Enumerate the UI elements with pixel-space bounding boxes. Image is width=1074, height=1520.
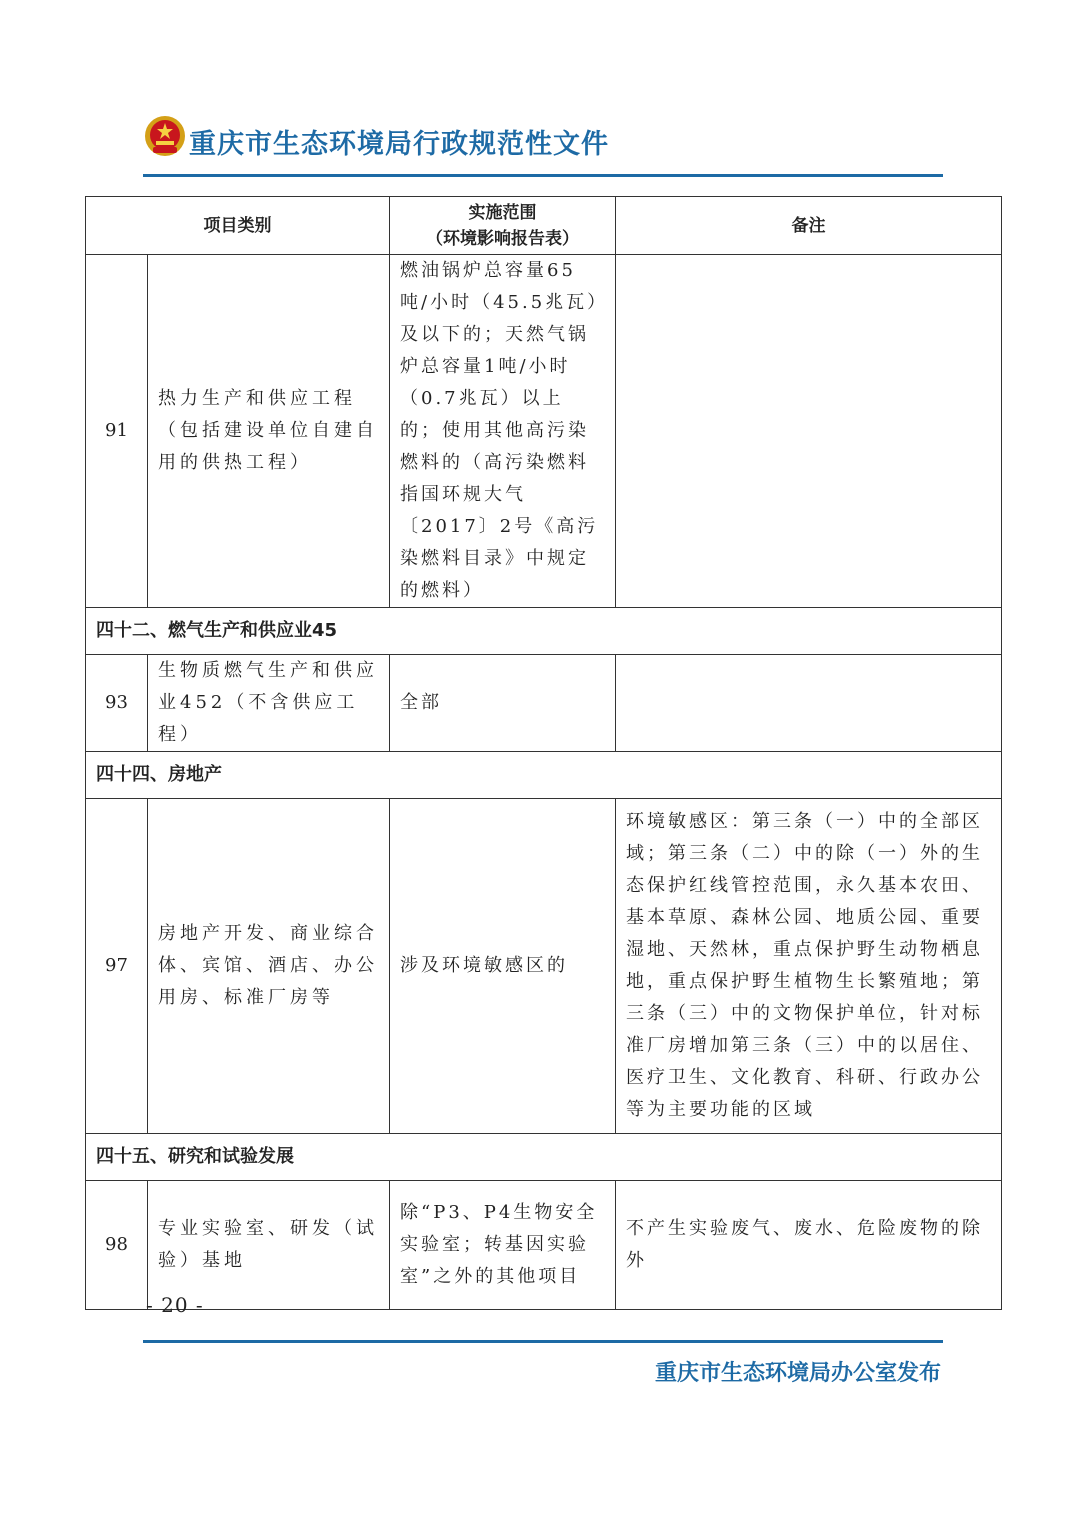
table-row — [86, 655, 1002, 752]
section-row — [86, 1134, 1002, 1181]
row-number: 98 — [86, 1181, 148, 1310]
national-emblem-icon — [143, 114, 187, 158]
header-title: 重庆市生态环境局行政规范性文件 — [189, 129, 609, 160]
row-scope: 涉及环境敏感区的 — [390, 799, 616, 1134]
section-row — [86, 752, 1002, 799]
footer-rule — [143, 1340, 943, 1343]
header-scope-line2: （环境影响报告表） — [426, 228, 579, 249]
section-title: 四十五、研究和试验发展 — [86, 1134, 1002, 1181]
header-scope-line1: 实施范围 — [468, 202, 537, 223]
header-rule — [143, 174, 943, 177]
table-row — [86, 255, 1002, 608]
row-category: 生物质燃气生产和供应业452（不含供应工程） — [148, 655, 390, 752]
row-scope: 除“P3、P4生物安全实验室；转基因实验室”之外的其他项目 — [390, 1181, 616, 1310]
table-row — [86, 799, 1002, 1134]
row-scope: 燃油锅炉总容量65吨/小时（45.5兆瓦）及以下的；天然气锅炉总容量1吨/小时（0.7兆瓦）以上的；使用其他高污染燃料的（高污染燃料指国环规大气〔2017〕2号《高污染燃料目录》中规定的燃料） — [390, 255, 616, 608]
row-scope: 全部 — [390, 655, 616, 752]
row-category: 热力生产和供应工程（包括建设单位自建自用的供热工程） — [148, 255, 390, 608]
header-note: 备注 — [616, 197, 1002, 255]
row-number: 93 — [86, 655, 148, 752]
header-scope — [390, 197, 616, 255]
row-category: 专业实验室、研发（试验）基地 — [148, 1181, 390, 1310]
page-number: - 20 - — [146, 1293, 204, 1317]
row-note — [616, 255, 1002, 608]
table-row — [86, 1181, 1002, 1310]
footer-publisher: 重庆市生态环境局办公室发布 — [654, 1361, 941, 1386]
row-note — [616, 655, 1002, 752]
section-title: 四十二、燃气生产和供应业45 — [86, 608, 1002, 655]
header-category: 项目类别 — [86, 197, 390, 255]
row-number: 97 — [86, 799, 148, 1134]
row-note: 不产生实验废气、废水、危险废物的除外 — [616, 1181, 1002, 1310]
row-category: 房地产开发、商业综合体、宾馆、酒店、办公用房、标准厂房等 — [148, 799, 390, 1134]
row-number: 91 — [86, 255, 148, 608]
table-header-row — [86, 197, 1002, 255]
row-note: 环境敏感区：第三条（一）中的全部区域；第三条（二）中的除（一）外的生态保护红线管控范围，永久基本农田、基本草原、森林公园、地质公园、重要湿地、天然林，重点保护野生动物栖息地，重点保护野生植物生长繁殖地；第三条（三）中的文物保护单位，针对标准厂房增加第三条（三）中的以居住、医疗卫生、文化教育、科研、行政办公等为主要功能的区域 — [616, 799, 1002, 1134]
document-header — [143, 108, 943, 178]
section-row — [86, 608, 1002, 655]
section-title: 四十四、房地产 — [86, 752, 1002, 799]
project-table — [85, 196, 1002, 1310]
